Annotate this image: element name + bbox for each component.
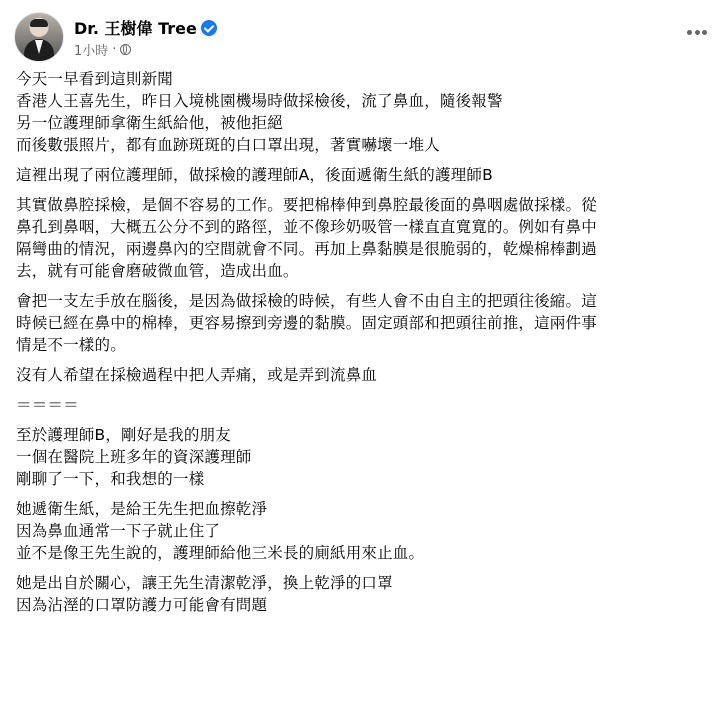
post-paragraph [16,290,713,356]
post-paragraph [16,364,713,386]
post-paragraph [16,194,713,282]
more-options-icon[interactable] [683,22,711,42]
avatar-hair [30,19,48,27]
author-avatar[interactable] [14,12,64,62]
verified-badge-icon [201,20,217,36]
post-timestamp[interactable]: 1小時 [74,44,109,59]
post-text-line: 而後數張照片，都有血跡斑斑的白口罩出現，著實嚇壞一堆人 [16,136,440,154]
post-body [16,68,713,624]
post-text-line: 沒有人希望在採檢過程中把人弄痛，或是弄到流鼻血 [16,366,378,384]
post-meta [74,40,131,59]
post-text-line: 這裡出現了兩位護理師，做採檢的護理師A，後面遞衛生紙的護理師B [16,166,493,184]
post-text-line: 她遞衛生紙，是給王先生把血擦乾淨 [16,500,268,518]
post-text-line: 並不是像王先生說的，護理師給他三米長的廁紙用來止血。 [16,544,425,562]
post-text-line: ＝＝＝＝ [16,396,79,414]
author-name[interactable]: Dr. 王樹偉 Tree [74,19,197,38]
meta-separator: · [112,42,117,57]
post-header [14,12,713,62]
post-text-line: 會把一支左手放在腦後，是因為做採檢的時候，有些人會不由自主的把頭往後縮。這 [16,292,597,310]
post-paragraph [16,394,713,416]
post-paragraph [16,572,713,616]
post-text-line: 至於護理師B，剛好是我的朋友 [16,426,231,444]
post-text-line: 一個在醫院上班多年的資深護理師 [16,448,252,466]
post-text-line: 情是不一樣的。 [16,336,126,354]
post-text-line: 另一位護理師拿衛生紙給他，被他拒絕 [16,114,283,132]
post-text-line: 剛聊了一下，和我想的一樣 [16,470,205,488]
post-paragraph [16,164,713,186]
post-text-line: 今天一早看到這則新聞 [16,70,174,88]
post-text-line: 鼻孔到鼻咽，大概五公分不到的路徑，並不像珍奶吸管一樣直直寬寬的。例如有鼻中 [16,218,597,236]
post-text-line: 香港人王喜先生，昨日入境桃園機場時做採檢後，流了鼻血，隨後報警 [16,92,503,110]
globe-icon[interactable] [120,44,131,55]
post-text-line: 因為沾溼的口罩防護力可能會有問題 [16,596,268,614]
post-paragraph [16,424,713,490]
post-paragraph [16,68,713,156]
author-name-row [74,16,217,39]
post-text-line: 隔彎曲的情況，兩邊鼻內的空間就會不同。再加上鼻黏膜是很脆弱的，乾燥棉棒劃過 [16,240,597,258]
post-text-line: 時候已經在鼻中的棉棒，更容易擦到旁邊的黏膜。固定頭部和把頭往前推，這兩件事 [16,314,597,332]
post-text-line: 去，就有可能會磨破微血管，造成出血。 [16,262,299,280]
post-text-line: 其實做鼻腔採檢，是個不容易的工作。要把棉棒伸到鼻腔最後面的鼻咽處做採樣。從 [16,196,597,214]
post-paragraph [16,498,713,564]
post-text-line: 她是出自於關心，讓王先生清潔乾淨，換上乾淨的口罩 [16,574,393,592]
post-text-line: 因為鼻血通常一下子就止住了 [16,522,221,540]
